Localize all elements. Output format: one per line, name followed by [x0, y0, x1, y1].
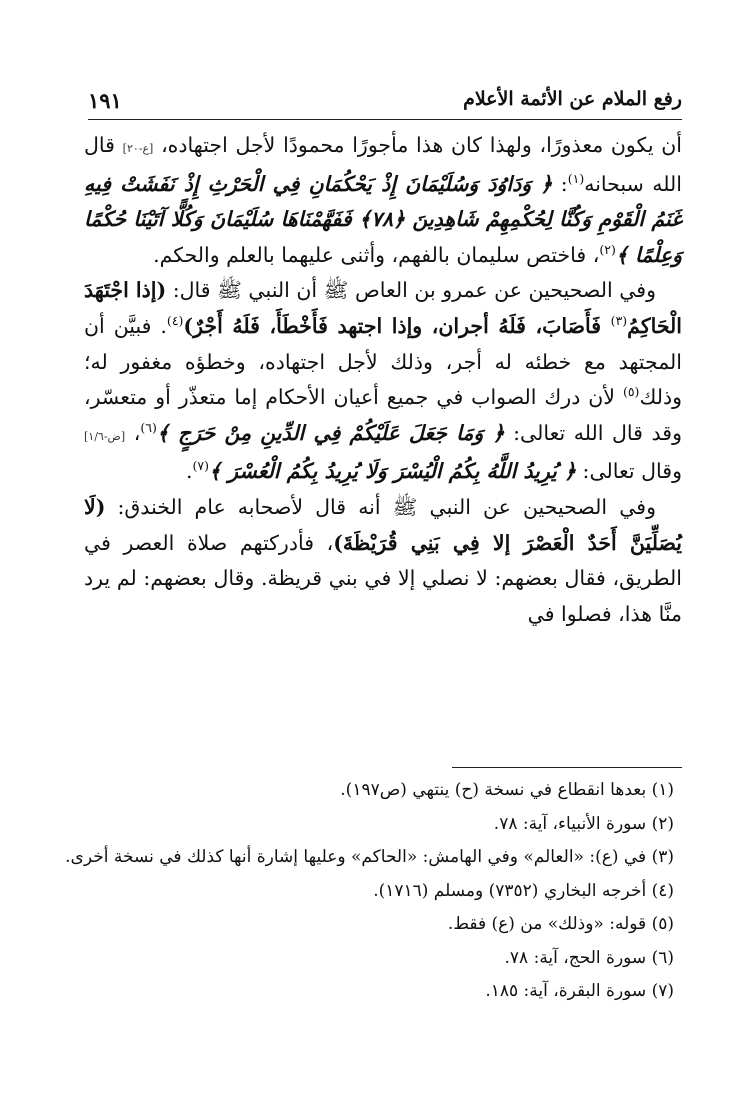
- paragraph-3: [84, 490, 682, 632]
- text-run: لأن درك الصواب في جميع أعيان الأحكام إما متعذّر أو متعسّر، وقد قال الله تعالى:: [84, 385, 683, 445]
- main-text: [84, 128, 682, 632]
- text-run: قال الله سبحانه: [84, 133, 682, 196]
- text-run: وفي الصحيحين عن النبي ﷺ أنه قال لأصحابه عام الخندق:: [105, 494, 656, 519]
- text-run: أن يكون معذورًا، ولهذا كان هذا مأجورًا محمودًا لأجل اجتهاده،: [161, 133, 682, 157]
- page-number: ١٩١: [88, 88, 122, 113]
- hadith-text: (إذا اجْتَهَدَ الْحَاكِمُ: [84, 278, 682, 338]
- footnote-3: (٣) في (ع): «العالم» وفي الهامش: «الحاكم» وعليها إشارة أنها كذلك في نسخة أخرى.: [65, 847, 674, 867]
- text-run: ، فاختص سليمان بالفهم، وأثنى عليهما بالعلم والحكم.: [153, 242, 600, 267]
- footnote-ref-2: (٢): [599, 241, 616, 257]
- manuscript-marker: [ع-٢٠]: [122, 142, 154, 155]
- quran-verse: ﴿ وَدَاوُدَ وَسُلَيْمَانَ إِذْ يَحْكُمَانِ فِي الْحَرْثِ إِذْ نَفَشَتْ فِيهِ غَنَمُ الْقَوْمِ وَكُنَّا لِحُكْمِهِمْ شَاهِدِينَ ﴿٧٨﴾ فَفَهَّمْنَاهَا سُلَيْمَانَ وَكُلًّا آتَيْنَا حُكْمًا وَعِلْمًا ﴾: [84, 171, 682, 267]
- footnote-ref-1: (١): [567, 170, 585, 186]
- paragraph-2: [84, 273, 682, 490]
- footnote-1: (١) بعدها انقطاع في نسخة (ح) ينتهي (ص١٩٧).: [340, 780, 674, 800]
- text-run: . فبيَّن أن المجتهد مع خطئه له أجر، وذلك لأجل اجتهاده، وخطؤه مغفور له؛ وذلك: [84, 313, 682, 410]
- manuscript-marker: [ض-١/٦]: [84, 429, 126, 443]
- footnote-5: (٥) قوله: «وذلك» من (ع) فقط.: [447, 914, 674, 934]
- footnote-ref-5: (٥): [622, 384, 640, 400]
- footnote-7: (٧) سورة البقرة، آية: ١٨٥.: [485, 981, 674, 1001]
- running-title: رفع الملام عن الأئمة الأعلام: [463, 88, 682, 110]
- footnote-6: (٦) سورة الحج، آية: ٧٨.: [504, 947, 674, 968]
- text-run: وقال تعالى:: [576, 459, 682, 484]
- hadith-text: فَأَصَابَ، فَلَهُ أجران، وإذا اجتهد فَأَخْطَأَ، فَلَهُ أَجْرٌ): [183, 313, 611, 338]
- footnote-ref-7: (٧): [192, 458, 209, 474]
- footnote-ref-4: (٤): [166, 313, 184, 329]
- text-run: ،: [125, 420, 141, 445]
- footnote-2: (٢) سورة الأنبياء، آية: ٧٨.: [493, 813, 674, 834]
- footnote-divider: [452, 767, 682, 768]
- text-run: .: [185, 459, 193, 484]
- text-run: :: [552, 171, 568, 196]
- running-header: [88, 88, 682, 114]
- paragraph-1: [84, 128, 682, 273]
- footnote-4: (٤) أخرجه البخاري (٧٣٥٢) ومسلم (١٧١٦).: [373, 880, 674, 901]
- text-run: ، فأدركتهم صلاة العصر في الطريق، فقال بعضهم: لا نصلي إلا في بني قريظة. وقال بعضهم: لم يرد منَّا هذا، فصلوا في: [84, 530, 682, 626]
- hadith-text: (لَا يُصَلِّيَنَّ أَحَدٌ الْعَصْرَ إلا فِي بَنِي قُرَيْظَةَ): [84, 494, 682, 555]
- footnote-ref-3: (٣): [610, 313, 628, 329]
- quran-verse: ﴿ وَمَا جَعَلَ عَلَيْكُمْ فِي الدِّينِ مِنْ حَرَجٍ ﴾: [156, 420, 505, 445]
- footnote-ref-6: (٦): [140, 419, 157, 435]
- footnotes: [65, 774, 674, 1009]
- header-divider: [88, 119, 682, 120]
- quran-verse: ﴿ يُرِيدُ اللَّهُ بِكُمُ الْيُسْرَ وَلَا يُرِيدُ بِكُمُ الْعُسْرَ ﴾: [209, 459, 577, 484]
- text-run: وفي الصحيحين عن عمرو بن العاص ﷺ أن النبي ﷺ قال:: [166, 278, 656, 303]
